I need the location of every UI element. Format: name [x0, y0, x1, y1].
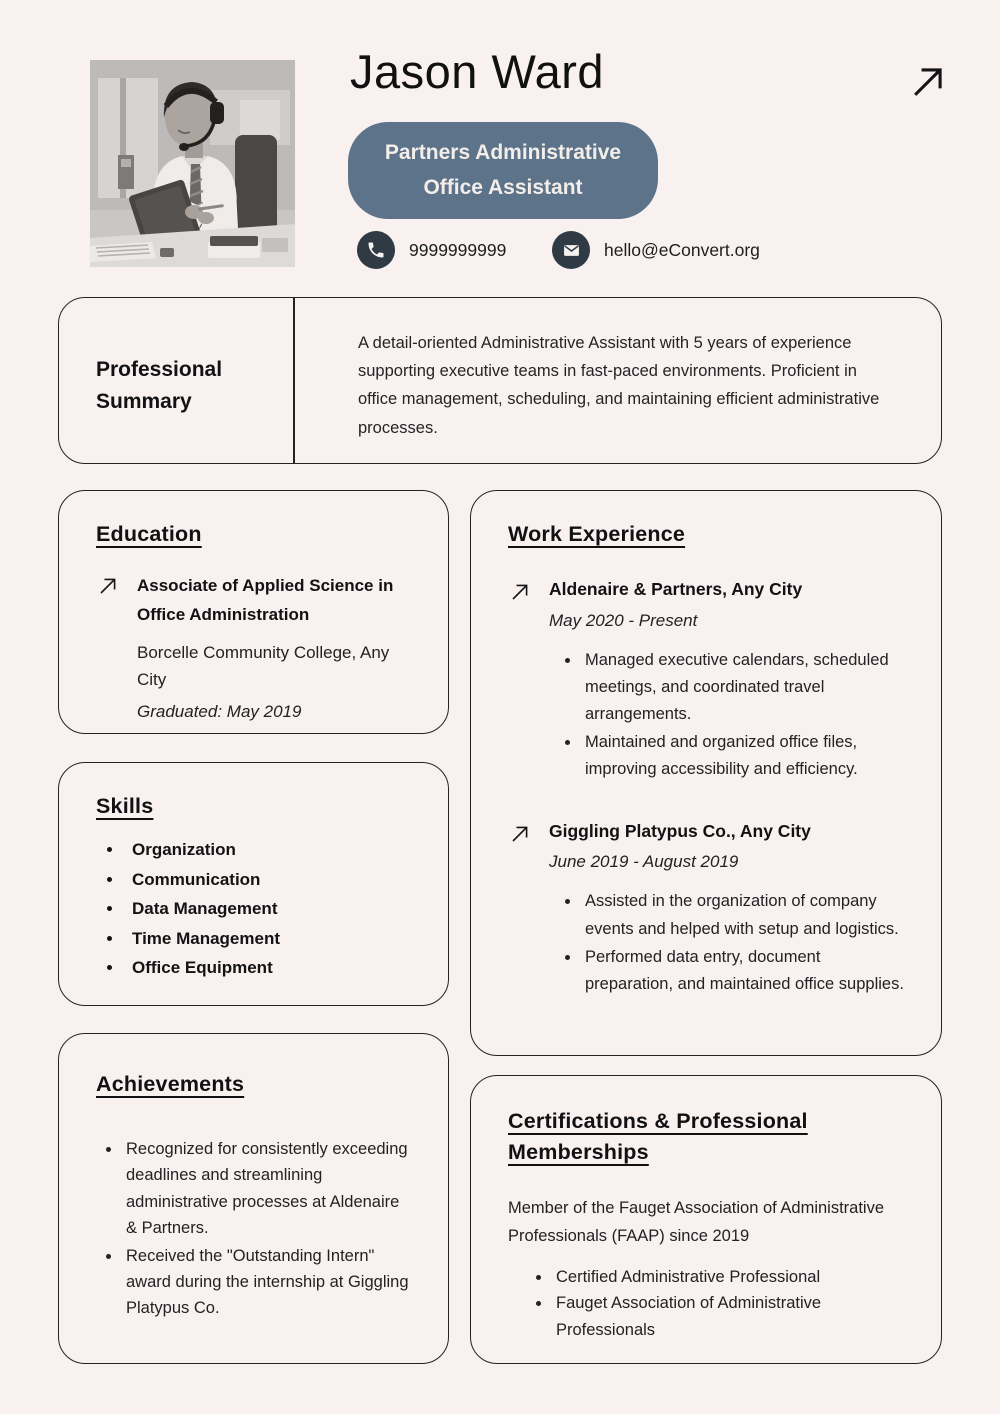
job-title-line1: Partners Administrative — [384, 141, 622, 165]
professional-summary-section — [58, 297, 942, 464]
arrow-up-right-icon — [508, 580, 532, 604]
email-address: hello@eConvert.org — [604, 239, 760, 260]
person-name: Jason Ward — [350, 45, 605, 98]
job-bullet: • Performed data entry, document preparation, and maintained office supplies. — [581, 944, 904, 998]
arrow-up-right-icon — [508, 822, 532, 846]
company-name: Aldenaire & Partners, Any City — [549, 579, 803, 599]
education-heading: Education — [96, 522, 202, 546]
job-dates: June 2019 - August 2019 — [549, 852, 739, 872]
profile-photo-illustration — [90, 60, 295, 267]
certification-item: • Fauget Association of Administrative Professionals — [552, 1290, 904, 1343]
achievements-list — [122, 1136, 411, 1322]
envelope-icon — [552, 231, 590, 269]
job-dates: May 2020 - Present — [549, 610, 698, 630]
certifications-list — [552, 1264, 904, 1343]
phone-contact — [357, 231, 506, 269]
certifications-heading: Certifications & Professional Memberships — [508, 1109, 808, 1165]
company-name: Giggling Platypus Co., Any City — [549, 820, 811, 841]
certification-item: • Certified Administrative Professional — [552, 1264, 904, 1290]
skill-item: • Organization — [124, 840, 411, 860]
job-title-line2: Office Assistant — [423, 175, 583, 199]
achievements-section — [58, 1033, 449, 1364]
skills-list — [124, 840, 411, 978]
summary-heading: Professional Summary — [96, 358, 223, 413]
profile-photo — [90, 60, 295, 267]
job-bullet: • Managed executive calendars, scheduled meetings, and coordinated travel arrangements. — [581, 647, 904, 728]
job-bullets — [581, 647, 904, 783]
skill-item: • Communication — [124, 870, 411, 890]
achievement-item: • Received the "Outstanding Intern" award during the internship at Giggling Platypus Co. — [122, 1243, 411, 1322]
job-entry — [508, 578, 904, 783]
education-entry — [96, 572, 411, 722]
achievements-heading: Achievements — [96, 1072, 245, 1096]
phone-icon — [357, 231, 395, 269]
skills-section — [58, 762, 449, 1006]
job-bullet: • Maintained and organized office files, improving accessibility and efficiency. — [581, 729, 904, 783]
certifications-section — [470, 1075, 942, 1364]
summary-text: A detail-oriented Administrative Assistant with 5 years of experience supporting executive teams in fast-paced environments. Proficient in office management, scheduling, and maintaining efficient administrative processes. — [358, 334, 880, 437]
summary-divider — [293, 298, 295, 463]
degree-title: Associate of Applied Science in Office Administration — [137, 576, 394, 624]
arrow-up-right-icon — [96, 574, 120, 598]
skill-item: • Office Equipment — [124, 958, 411, 978]
job-bullets — [581, 888, 904, 997]
work-experience-heading: Work Experience — [508, 522, 686, 546]
job-bullet: • Assisted in the organization of company events and helped with setup and logistics. — [581, 888, 904, 942]
arrow-up-right-icon — [906, 60, 950, 104]
work-experience-section — [470, 490, 942, 1056]
education-section — [58, 490, 449, 734]
phone-number: 9999999999 — [409, 239, 507, 260]
skill-item: • Data Management — [124, 899, 411, 919]
job-entry — [508, 820, 904, 998]
skills-heading: Skills — [96, 794, 154, 818]
job-title-badge — [348, 122, 658, 219]
certifications-intro: Member of the Fauget Association of Administrative Professionals (FAAP) since 2019 — [508, 1199, 885, 1245]
school-name: Borcelle Community College, Any City — [137, 642, 390, 689]
graduation-date: Graduated: May 2019 — [137, 702, 302, 722]
achievement-item: • Recognized for consistently exceeding deadlines and streamlining administrative processes at Aldenaire & Partners. — [122, 1136, 411, 1242]
skill-item: • Time Management — [124, 929, 411, 949]
email-contact[interactable] — [552, 231, 760, 269]
